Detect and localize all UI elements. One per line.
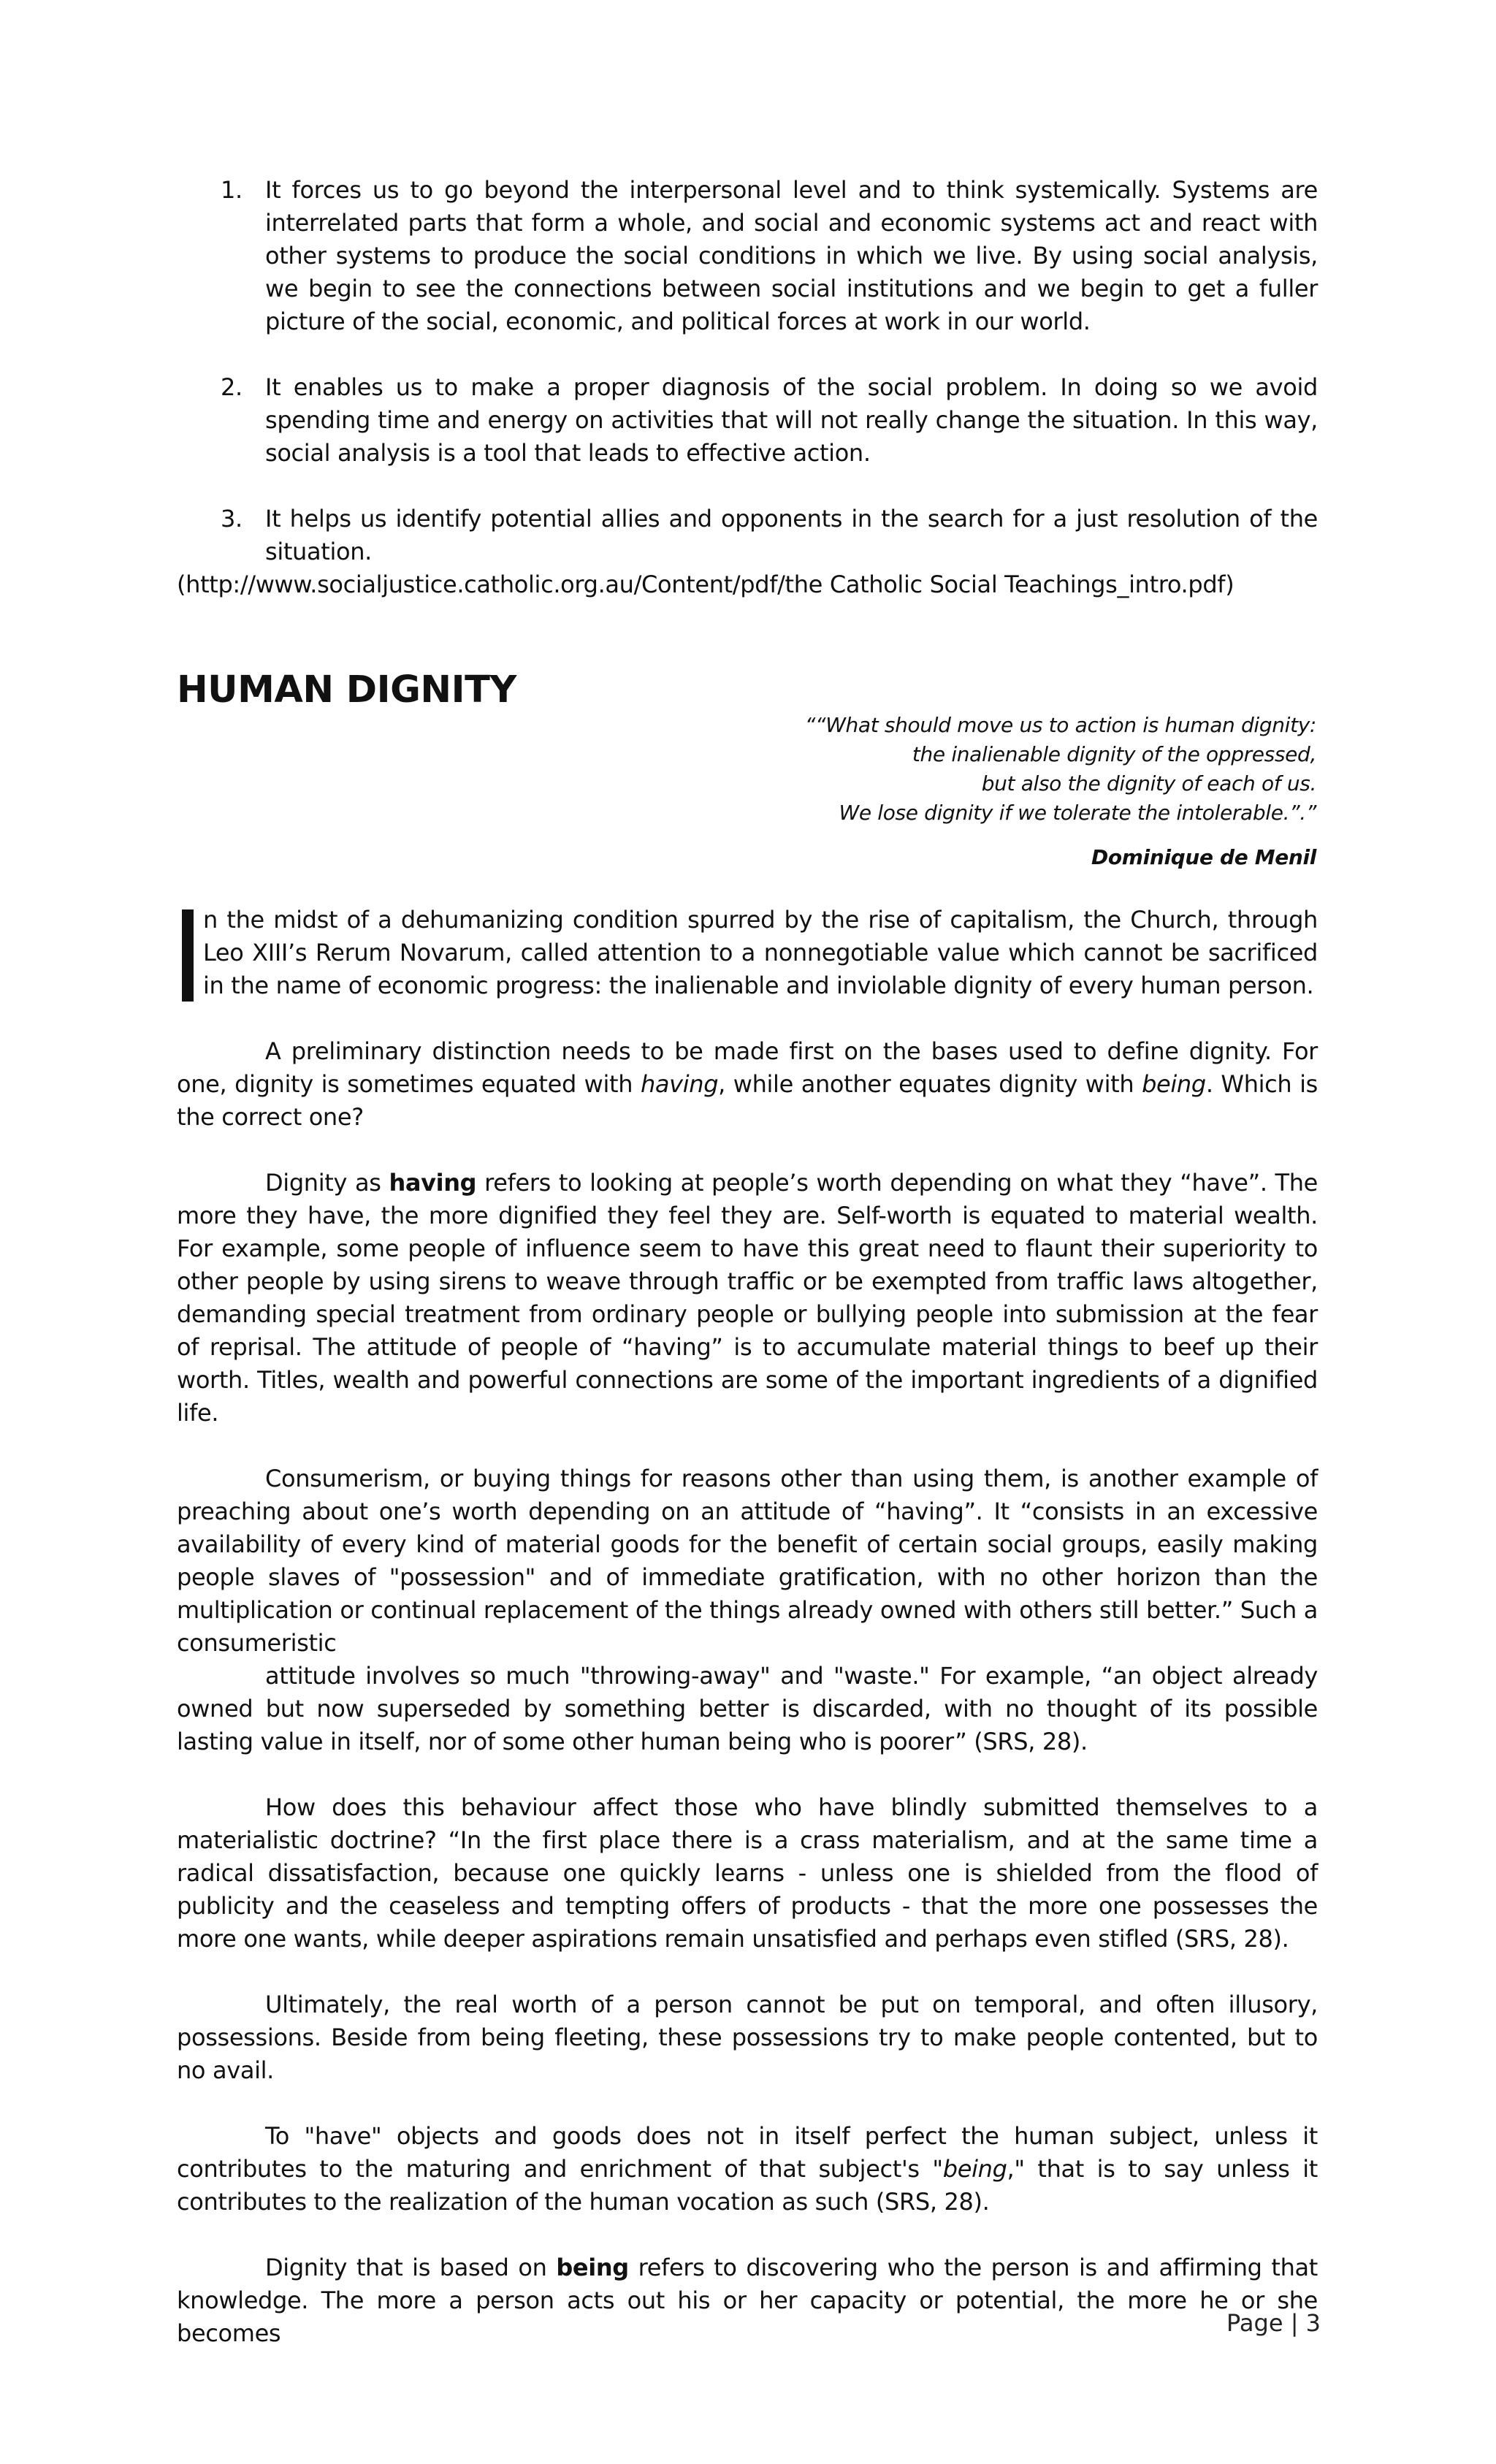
epigraph-author: Dominique de Menil [1091,845,1316,869]
social-analysis-list [177,174,1318,568]
list-item [177,174,1318,338]
emphasis-being: being [942,2155,1007,2183]
intro-paragraph-text: n the midst of a dehumanizing condition spurred by the rise of capitalism, the Church, through Leo XIII’s Rerum Novarum, called attention to a nonnegotiable value which cannot be sacrificed in the name of economic progress: the inalienable and inviolable dignity of every human person. [203,906,1318,999]
paragraph-consumerism-continued: attitude involves so much "throwing-away" and "waste." For example, “an object already owned but now superseded by something better is discarded, with no thought of its possible lasting value in itself, nor of some other human being who is poorer” (SRS, 28). [177,1662,1318,1755]
list-item-number: 2. [221,373,243,401]
epigraph-line: We lose dignity if we tolerate the intolerable.”.” [839,801,1316,825]
list-item-text: It forces us to go beyond the interpersonal level and to think systemically. Systems are interrelated parts that form a whole, and social and economic systems act and react with other systems to produce the social conditions in which we live. By using social analysis, we begin to see the connections between social institutions and we begin to get a fuller picture of the social, economic, and political forces at work in our world. [265,176,1318,335]
epigraph-line: the inalienable dignity of the oppressed, [912,742,1316,766]
list-item [177,503,1318,568]
paragraph-materialism: How does this behaviour affect those who have blindly submitted themselves to a materialistic doctrine? “In the first place there is a crass materialism, and at the same time a radical dissatisfaction, because one quickly learns - unless one is shielded from the flood of publicity and the ceaseless and tempting offers of products - that the more one possesses the more one wants, while deeper aspirations remain unsatisfied and perhaps even stifled (SRS, 28). [177,1793,1318,1953]
epigraph-quote [177,711,1318,828]
source-citation: (http://www.socialjustice.catholic.org.au/Content/pdf/the Catholic Social Teachings_intro.pdf) [177,571,1234,598]
paragraph-text: Dignity that is based on [265,2254,557,2281]
drop-cap-letter-i [182,909,194,1002]
list-item-text: It helps us identify potential allies and opponents in the search for a just resolution of the situation. [265,505,1318,565]
page-number: Page | 3 [1226,2309,1321,2337]
paragraph-text: refers to looking at people’s worth depending on what they “have”. The more they have, the more dignified they feel they are. Self-worth is equated to material wealth. For example, some people of influence seem to have this great need to flaunt their superiority to other people by using sirens to weave through traffic or be exempted from traffic laws altogether, demanding special treatment from ordinary people or bullying people into submission at the fear of reprisal. The attitude of people of “having” is to accumulate material things to beef up their worth. Titles, wealth and powerful connections are some of the important ingredients of a dignified life. [177,1169,1318,1427]
bold-having: having [389,1169,477,1197]
paragraph-real-worth: Ultimately, the real worth of a person cannot be put on temporal, and often illusory, possessions. Beside from being fleeting, these possessions try to make people contented, but to no avail. [177,1991,1318,2084]
emphasis-being: being [1142,1070,1206,1098]
emphasis-having: having [640,1070,719,1098]
paragraph-text: . Which is the correct one? [177,1070,1318,1131]
paragraph-text: To "have" objects and goods does not in itself perfect the human subject, unless it contributes to the maturing and enrichment of that subject's " [177,2122,1318,2183]
bold-being: being [556,2254,629,2281]
epigraph-line: ““What should move us to action is human dignity: [804,713,1316,737]
page-content [177,174,1318,2350]
section-title: HUMAN DIGNITY [177,668,516,712]
paragraph-text: , while another equates dignity with [718,1070,1142,1098]
epigraph-line: but also the dignity of each of us. [981,771,1316,796]
paragraph-text: refers to discovering who the person is and affirming that knowledge. The more a person acts out his or her capacity or potential, the more he or she becomes [177,2254,1318,2347]
paragraph-dignity-having [177,1167,1318,1430]
paragraph-text: Dignity as [265,1169,389,1197]
paragraph-text: A preliminary distinction needs to be made first on the bases used to define dignity. For one, dignity is sometimes equated with [177,1037,1318,1098]
list-item-text: It enables us to make a proper diagnosis of the social problem. In doing so we avoid spending time and energy on activities that will not really change the situation. In this way, social analysis is a tool that leads to effective action. [265,373,1318,467]
paragraph-to-have [177,2120,1318,2219]
list-item-number: 3. [221,505,243,533]
list-item-number: 1. [221,176,243,204]
list-item [177,371,1318,470]
paragraph-consumerism: Consumerism, or buying things for reasons other than using them, is another example of preaching about one’s worth depending on an attitude of “having”. It “consists in an excessive availability of every kind of material goods for the benefit of certain social groups, easily making people slaves of "possession" and of immediate gratification, with no other horizon than the multiplication or continual replacement of the things already owned with others still better.” Such a consumeristic [177,1465,1318,1657]
paragraph-distinction [177,1035,1318,1134]
intro-paragraph [177,904,1318,1002]
paragraph-text: ," that is to say unless it contributes to the realization of the human vocation as such (SRS, 28). [177,2155,1318,2216]
paragraph-dignity-being [177,2251,1318,2350]
